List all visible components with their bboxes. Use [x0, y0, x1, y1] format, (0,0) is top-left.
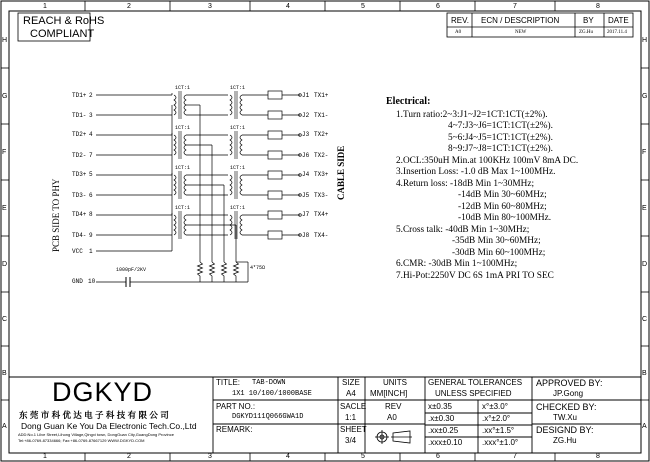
pin-label: TD4+	[72, 211, 87, 218]
termination-resistor	[210, 262, 215, 282]
pin-number: 4	[89, 131, 93, 138]
termination-resistor	[198, 262, 203, 282]
spec-line: -30dB Min 60~100MHz;	[452, 247, 546, 258]
spec-line: 4~7:J3~J6=1CT:1CT(±2%).	[448, 121, 553, 131]
cmc-block	[268, 211, 282, 219]
pin-number: 2	[89, 92, 93, 99]
choke-coil	[230, 95, 232, 115]
pcb-side-label: PCB SIDE TO PHY	[51, 178, 61, 252]
termination-resistor	[234, 262, 239, 282]
spec-line: 5~6:J4~J5=1CT:1CT(±2%).	[448, 132, 553, 143]
spec-line: 1.Turn ratio:2~3:J1~J2=1CT:1CT(±2%).	[396, 109, 548, 120]
spec-line: 6.CMR: -30dB Min 1~100MHz;	[396, 259, 518, 269]
spec-line: -14dB Min 30~60MHz;	[458, 190, 547, 200]
resistor-label: 4*75Ω	[250, 265, 266, 271]
transformer-primary-coil	[174, 95, 176, 115]
cable-side-label: CABLE SIDE	[336, 145, 346, 200]
choke-coil	[240, 215, 242, 235]
electrical-spec	[386, 96, 578, 282]
cmc-block	[268, 171, 282, 179]
company-name-en: Dong Guan Ke You Da Electronic Tech.Co.,Ltd	[21, 421, 197, 431]
spec-line: -35dB Min 30~60MHz;	[452, 236, 541, 246]
pin-label: TD3-	[72, 192, 87, 199]
spec-line: 3.Insertion Loss: -1.0 dB Max 1~100MHz.	[396, 167, 556, 177]
spec-line: 7.Hi-Pot:2250V DC 6S 1mA PRI TO SEC	[396, 270, 554, 281]
transformer-secondary-coil	[184, 135, 186, 155]
pin-number: 6	[89, 192, 93, 199]
choke-coil	[230, 175, 232, 195]
choke-coil	[240, 135, 242, 155]
spec-line: -12dB Min 60~80MHz;	[458, 201, 547, 212]
spec-line: 4.Return loss: -18dB Min 1~30MHz;	[396, 178, 535, 189]
pin-number: 8	[89, 211, 93, 218]
capacitor-label: 1000pF/2KV	[116, 267, 147, 273]
cmc-block	[268, 111, 282, 119]
transformer-secondary-coil	[184, 175, 186, 195]
transformer-primary-coil	[174, 135, 176, 155]
pin-label: TD1-	[72, 112, 87, 119]
transformer-secondary-coil	[184, 215, 186, 235]
pin-number: 3	[89, 112, 93, 119]
pin-label: TD2-	[72, 152, 87, 159]
transformer-primary-coil	[174, 175, 176, 195]
pin-number: 10	[88, 278, 96, 285]
choke-coil	[230, 135, 232, 155]
company-logo: DGKYD	[52, 377, 154, 407]
cmc-block	[268, 91, 282, 99]
cmc-block	[268, 151, 282, 159]
cmc-block	[268, 191, 282, 199]
transformer-primary-coil	[174, 215, 176, 235]
termination-resistor	[222, 262, 227, 282]
pin-number: 9	[89, 232, 93, 239]
pin-label: TD4-	[72, 232, 87, 239]
pin-label: TD3+	[72, 171, 87, 178]
company-contact: Tel:+86-0769-87334666; Fax:+86-0769-87667129 WWW.DGKYD.COM	[18, 438, 145, 443]
spec-line: -10dB Min 80~100MHz.	[458, 213, 552, 223]
pin-number: 7	[89, 152, 93, 159]
pin-label: TD1+	[72, 92, 87, 99]
choke-coil	[240, 175, 242, 195]
pin-label: GND	[72, 278, 83, 285]
electrical-heading: Electrical:	[386, 96, 431, 107]
spec-line: 5.Cross talk: -40dB Min 1~30MHz;	[396, 224, 530, 235]
pin-number: 5	[89, 171, 93, 178]
cmc-block	[268, 131, 282, 139]
spec-line: 2.OCL:350uH Min.at 100KHz 100mV 8mA DC.	[396, 155, 579, 166]
pin-label: TD2+	[72, 131, 87, 138]
choke-coil	[240, 95, 242, 115]
cmc-block	[268, 231, 282, 239]
transformer-secondary-coil	[184, 95, 186, 115]
company-name-cn: 东 莞 市 科 优 达 电 子 科 技 有 限 公 司	[19, 410, 169, 420]
spec-line: 8~9:J7~J8=1CT:1CT(±2%).	[448, 144, 553, 154]
company-address: ADD:No.1 Lilve Street,Lihong Village,Qingxi town, DongGuan City,GuangDong Province	[18, 432, 174, 437]
pin-number: 1	[89, 248, 93, 255]
pin-label: VCC	[72, 248, 83, 255]
